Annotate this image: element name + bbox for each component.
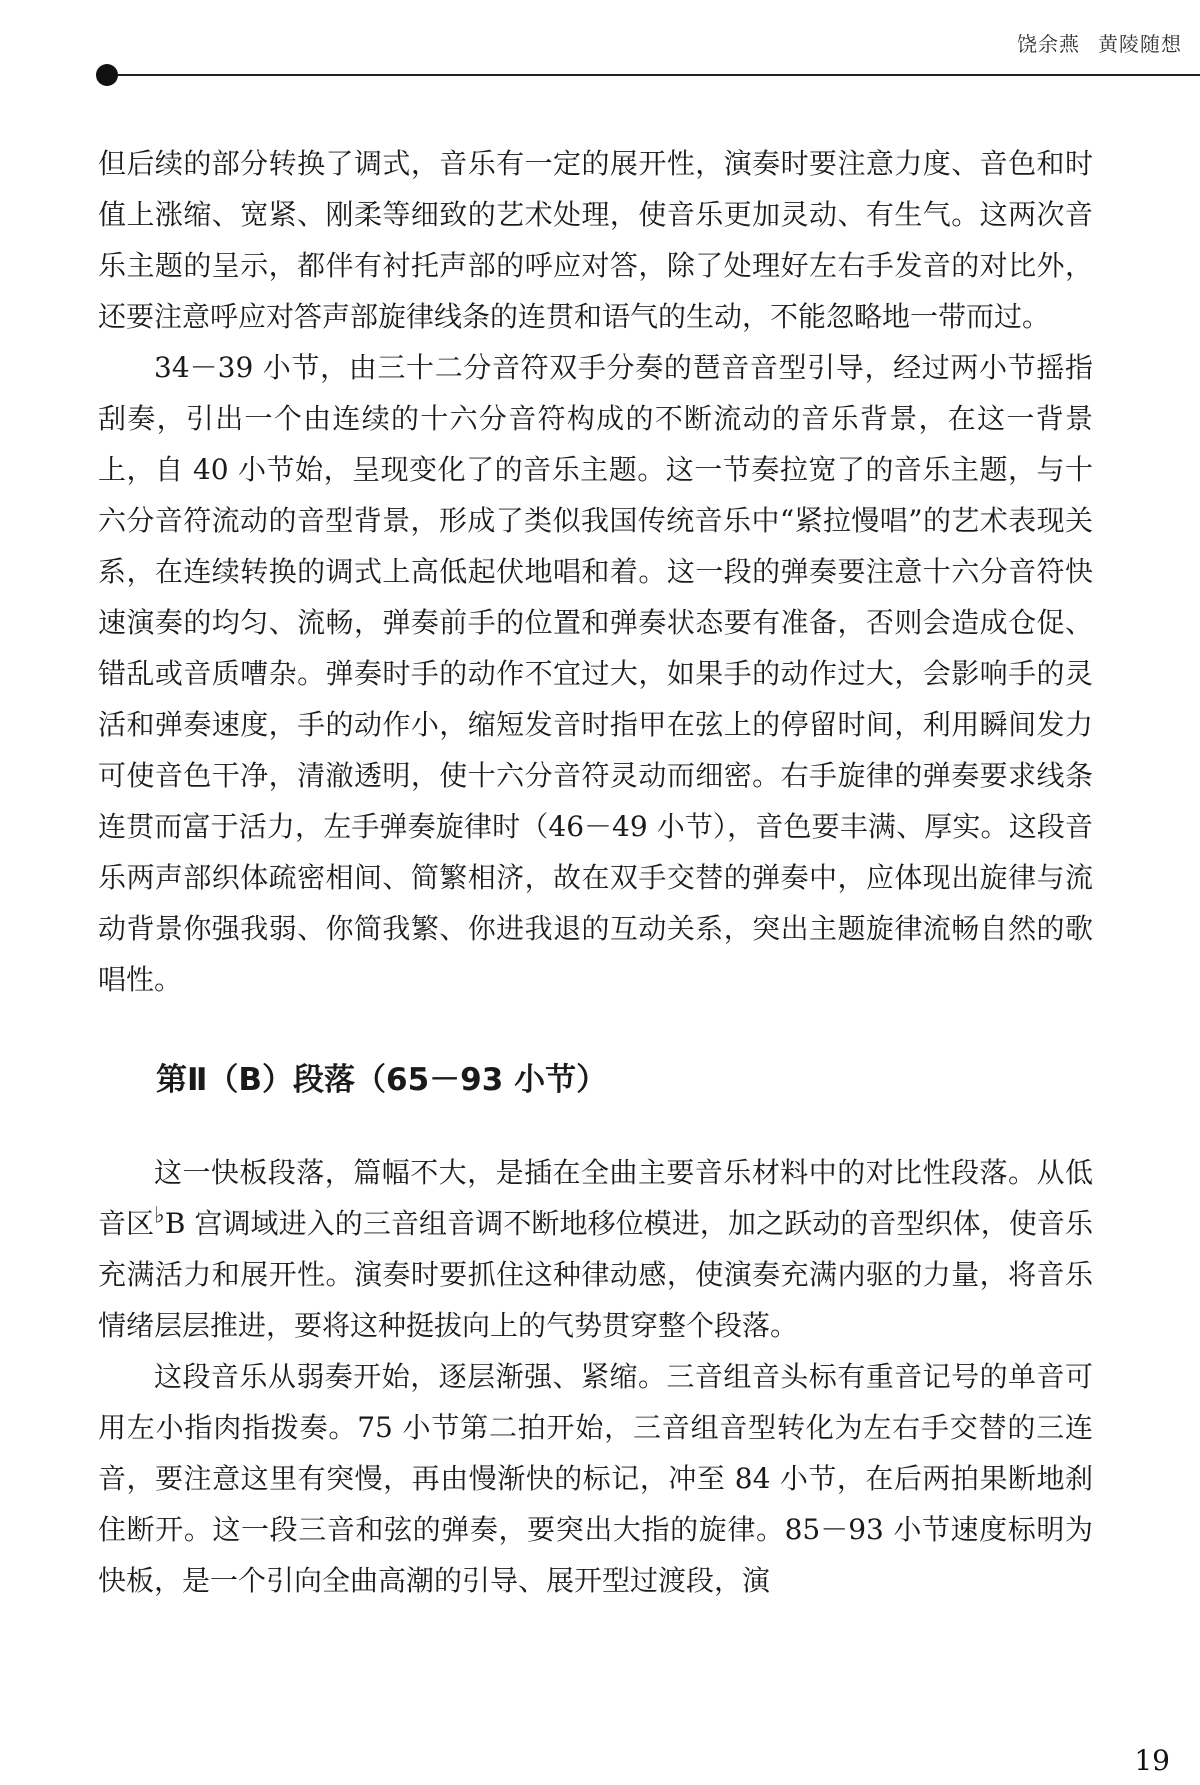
paragraph-bars-34-39: 34－39 小节，由三十二分音符双手分奏的琶音音型引导，经过两小节摇指刮奏，引出一个由连续的十六分音符构成的不断流动的音乐背景，在这一背景上，自 40 小节始，呈现变化了的音乐主题。这一节奏拉宽了的音乐主题，与十六分音符流动的音型背景，形成了类似我国传统音乐中“紧拉慢唱”的艺术表现关系，在连续转换的调式上高低起伏地唱和着。这一段的弹奏要注意十六分音符快速演奏的均匀、流畅，弹奏前手的位置和弹奏状态要有准备，否则会造成仓促、错乱或音质嘈杂。弹奏时手的动作不宜过大，如果手的动作过大，会影响手的灵活和弹奏速度，手的动作小，缩短发音时指甲在弦上的停留时间，利用瞬间发力可使音色干净，清澈透明，使十六分音符灵动而细密。右手旋律的弹奏要求线条连贯而富于活力，左手弹奏旋律时（46－49 小节），音色要丰满、厚实。这段音乐两声部织体疏密相间、简繁相济，故在双手交替的弹奏中，应体现出旋律与流动背景你强我弱、你简我繁、你进我退的互动关系，突出主题旋律流畅自然的歌唱性。: [98, 351, 1093, 996]
flat-sign-icon: ♭: [154, 1202, 165, 1229]
body-text: [98, 138, 1093, 1606]
running-head: [1017, 28, 1182, 57]
paragraph-allegro-part1: 这一快板段落，篇幅不大，是插在全曲主要音乐材料中的对比性段落。从低音区: [98, 1156, 1093, 1240]
paragraph-allegro-part2: B 宫调域进入的三音组音调不断地移位模进，加之跃动的音型织体，使音乐充满活力和展开性。演奏时要抓住这种律动感，使演奏充满内驱的力量，将音乐情绪层层推进，要将这种挺拔向上的气势贯穿整个段落。: [98, 1207, 1093, 1342]
section-heading: 第Ⅱ（B）段落（65－93 小节）: [156, 1062, 608, 1098]
header-rule: [100, 74, 1200, 76]
paragraph-allegro-section: [98, 1147, 1093, 1351]
running-head-title: 黄陵随想: [1098, 32, 1182, 56]
page-number: 19: [1134, 1744, 1170, 1777]
header-bullet-dot: [96, 64, 118, 86]
paragraph-dynamics: 这段音乐从弱奏开始，逐层渐强、紧缩。三音组音头标有重音记号的单音可用左小指肉指拨奏。75 小节第二拍开始，三音组音型转化为左右手交替的三连音，要注意这里有突慢，再由慢渐快的标记，冲至 84 小节，在后两拍果断地刹住断开。这一段三音和弦的弹奏，要突出大指的旋律。85－93 小节速度标明为快板，是一个引向全曲高潮的引导、展开型过渡段，演: [98, 1360, 1093, 1597]
running-head-author: 饶余燕: [1017, 32, 1080, 56]
paragraph-continued: 但后续的部分转换了调式，音乐有一定的展开性，演奏时要注意力度、音色和时值上涨缩、宽紧、刚柔等细致的艺术处理，使音乐更加灵动、有生气。这两次音乐主题的呈示，都伴有衬托声部的呼应对答，除了处理好左右手发音的对比外，还要注意呼应对答声部旋律线条的连贯和语气的生动，不能忽略地一带而过。: [98, 147, 1093, 333]
